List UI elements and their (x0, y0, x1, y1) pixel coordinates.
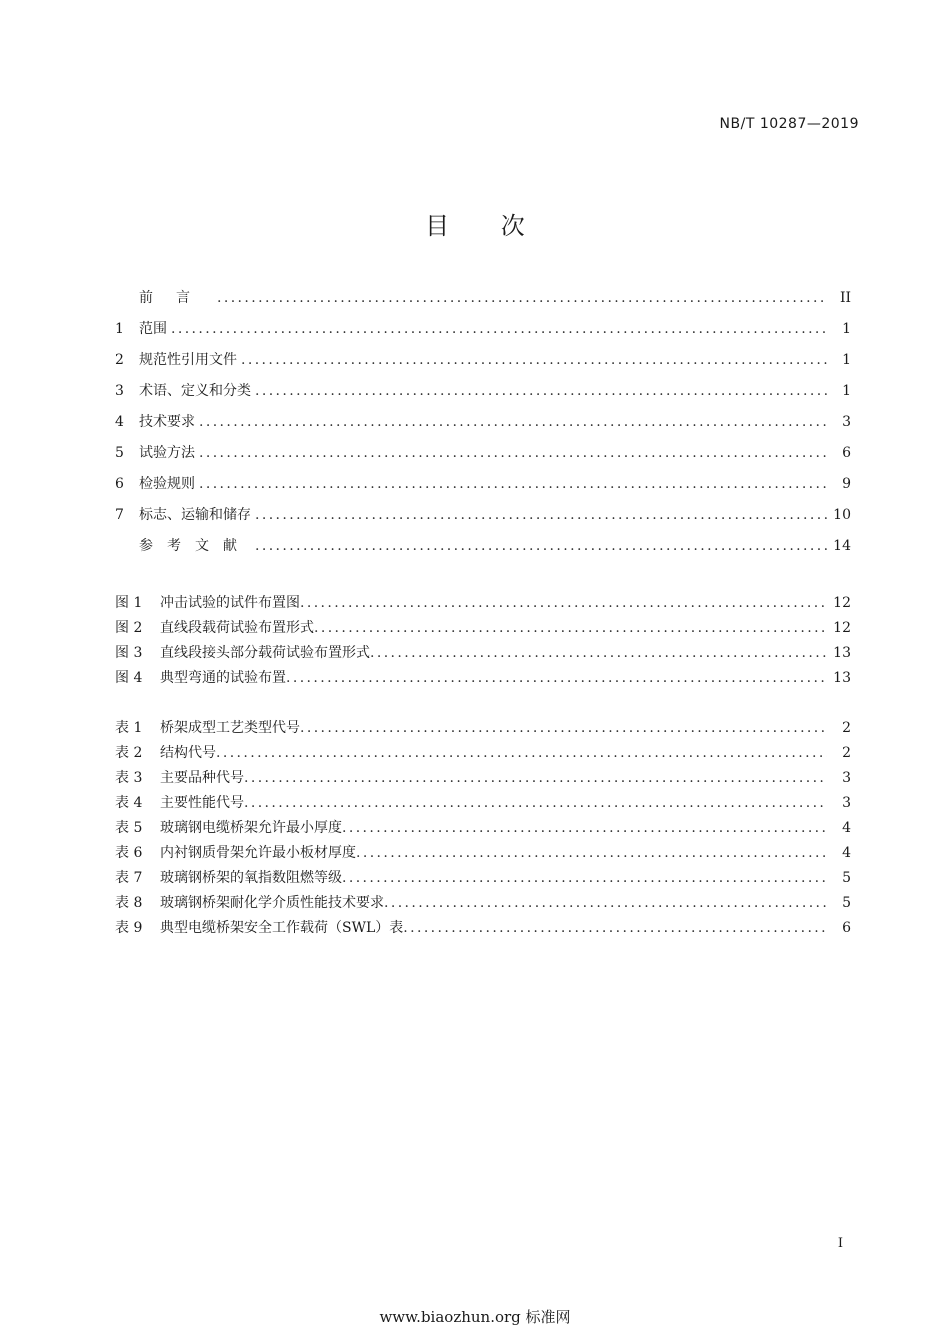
table-entry-label: 玻璃钢电缆桥架允许最小厚度 (160, 820, 342, 836)
table-entry-number: 表 4 (115, 795, 143, 811)
dot-leader (255, 380, 827, 402)
toc-entry[interactable] (115, 287, 851, 318)
table-entry-label: 主要性能代号 (160, 795, 244, 811)
dot-leader (300, 593, 827, 613)
figure-entry-number: 图 2 (115, 620, 143, 636)
toc-entry[interactable] (115, 442, 851, 473)
table-entry-page: 4 (842, 820, 851, 836)
table-entry-number: 表 8 (115, 895, 143, 911)
dot-leader (255, 535, 827, 557)
dot-leader (199, 473, 827, 495)
toc-entry-number: 1 (115, 321, 124, 337)
footer-watermark: www.biaozhun.org 标准网 (379, 1308, 571, 1326)
toc-entry[interactable] (115, 318, 851, 349)
toc-entry-label: 标志、运输和储存 (139, 507, 251, 523)
table-entry-number: 表 3 (115, 770, 143, 786)
table-entry-number: 表 7 (115, 870, 143, 886)
dot-leader (241, 349, 827, 371)
figure-entry-page: 13 (833, 645, 851, 661)
figure-entry[interactable] (115, 618, 851, 643)
dot-leader (356, 843, 827, 863)
table-entry-page: 2 (842, 745, 851, 761)
table-entry-page: 4 (842, 845, 851, 861)
dot-leader (244, 768, 827, 788)
table-entry[interactable] (115, 918, 851, 943)
figure-entry-label: 直线段接头部分载荷试验布置形式 (160, 645, 370, 661)
toc-entry[interactable] (115, 473, 851, 504)
dot-leader (199, 442, 827, 464)
page-title: 目 次 (425, 212, 547, 240)
toc-entry-page: 14 (833, 538, 851, 554)
figure-entry-number: 图 1 (115, 595, 143, 611)
toc-entry[interactable] (115, 535, 851, 566)
dot-leader (244, 793, 827, 813)
dot-leader (384, 893, 827, 913)
toc-entry-page: 1 (842, 383, 851, 399)
dot-leader (300, 718, 827, 738)
toc-entry[interactable] (115, 504, 851, 535)
dot-leader (217, 287, 827, 309)
toc-entry-label: 规范性引用文件 (139, 352, 237, 368)
dot-leader (171, 318, 827, 340)
table-entry[interactable] (115, 718, 851, 743)
page-number: I (837, 1236, 843, 1251)
table-entry-label: 内衬钢质骨架允许最小板材厚度 (160, 845, 356, 861)
toc-entry-label: 试验方法 (139, 445, 195, 461)
figure-entry[interactable] (115, 668, 851, 693)
toc-entry-label: 参考文献 (139, 538, 251, 554)
dot-leader (342, 818, 827, 838)
table-entry[interactable] (115, 893, 851, 918)
table-entry-label: 主要品种代号 (160, 770, 244, 786)
toc-entry-number: 5 (115, 445, 124, 461)
table-entry-label: 玻璃钢桥架的氧指数阻燃等级 (160, 870, 342, 886)
dot-leader (403, 918, 827, 938)
table-entry[interactable] (115, 818, 851, 843)
toc-entry-label: 范围 (139, 321, 167, 337)
table-entry-label: 典型电缆桥架安全工作载荷（SWL）表 (160, 920, 404, 936)
table-entry-page: 6 (842, 920, 851, 936)
table-entry-page: 3 (842, 770, 851, 786)
figure-entry-page: 12 (833, 595, 851, 611)
toc-figures-list (115, 593, 851, 693)
table-entry-number: 表 5 (115, 820, 143, 836)
table-entry-number: 表 1 (115, 720, 143, 736)
toc-entry-number: 4 (115, 414, 124, 430)
standard-code: NB/T 10287—2019 (719, 116, 859, 132)
figure-entry-page: 12 (833, 620, 851, 636)
table-entry-page: 5 (842, 870, 851, 886)
toc-entry-page: 1 (842, 352, 851, 368)
figure-entry-label: 冲击试验的试件布置图 (160, 595, 300, 611)
table-entry-label: 桥架成型工艺类型代号 (160, 720, 300, 736)
dot-leader (314, 618, 827, 638)
dot-leader (255, 504, 827, 526)
table-entry-label: 结构代号 (160, 745, 216, 761)
dot-leader (342, 868, 827, 888)
table-entry[interactable] (115, 843, 851, 868)
dot-leader (370, 643, 827, 663)
table-entry-page: 2 (842, 720, 851, 736)
dot-leader (286, 668, 827, 688)
toc-entry-number: 7 (115, 507, 124, 523)
table-entry[interactable] (115, 868, 851, 893)
toc-entry[interactable] (115, 380, 851, 411)
toc-entry-page: 1 (842, 321, 851, 337)
toc-entry-label: 术语、定义和分类 (139, 383, 251, 399)
table-entry-page: 3 (842, 795, 851, 811)
figure-entry-label: 典型弯通的试验布置 (160, 670, 286, 686)
toc-main-list (115, 287, 851, 566)
table-entry-page: 5 (842, 895, 851, 911)
toc-entry-page: 6 (842, 445, 851, 461)
table-entry[interactable] (115, 768, 851, 793)
figure-entry[interactable] (115, 643, 851, 668)
toc-entry-label: 技术要求 (139, 414, 195, 430)
table-entry[interactable] (115, 793, 851, 818)
table-entry-number: 表 2 (115, 745, 143, 761)
toc-entry-number: 3 (115, 383, 124, 399)
figure-entry-number: 图 3 (115, 645, 143, 661)
toc-entry-page: 10 (833, 507, 851, 523)
toc-entry-page: II (839, 290, 851, 306)
toc-entry-label: 检验规则 (139, 476, 195, 492)
dot-leader (199, 411, 827, 433)
dot-leader (216, 743, 827, 763)
toc-entry[interactable] (115, 349, 851, 380)
toc-entry-label: 前言 (139, 290, 213, 306)
table-entry[interactable] (115, 743, 851, 768)
figure-entry-page: 13 (833, 670, 851, 686)
toc-entry-page: 3 (842, 414, 851, 430)
toc-entry-page: 9 (842, 476, 851, 492)
figure-entry[interactable] (115, 593, 851, 618)
table-entry-number: 表 9 (115, 920, 143, 936)
toc-entry-number: 6 (115, 476, 124, 492)
figure-entry-label: 直线段载荷试验布置形式 (160, 620, 314, 636)
toc-entry-number: 2 (115, 352, 124, 368)
toc-tables-list (115, 718, 851, 943)
table-entry-label: 玻璃钢桥架耐化学介质性能技术要求 (160, 895, 384, 911)
figure-entry-number: 图 4 (115, 670, 143, 686)
toc-entry[interactable] (115, 411, 851, 442)
table-entry-number: 表 6 (115, 845, 143, 861)
